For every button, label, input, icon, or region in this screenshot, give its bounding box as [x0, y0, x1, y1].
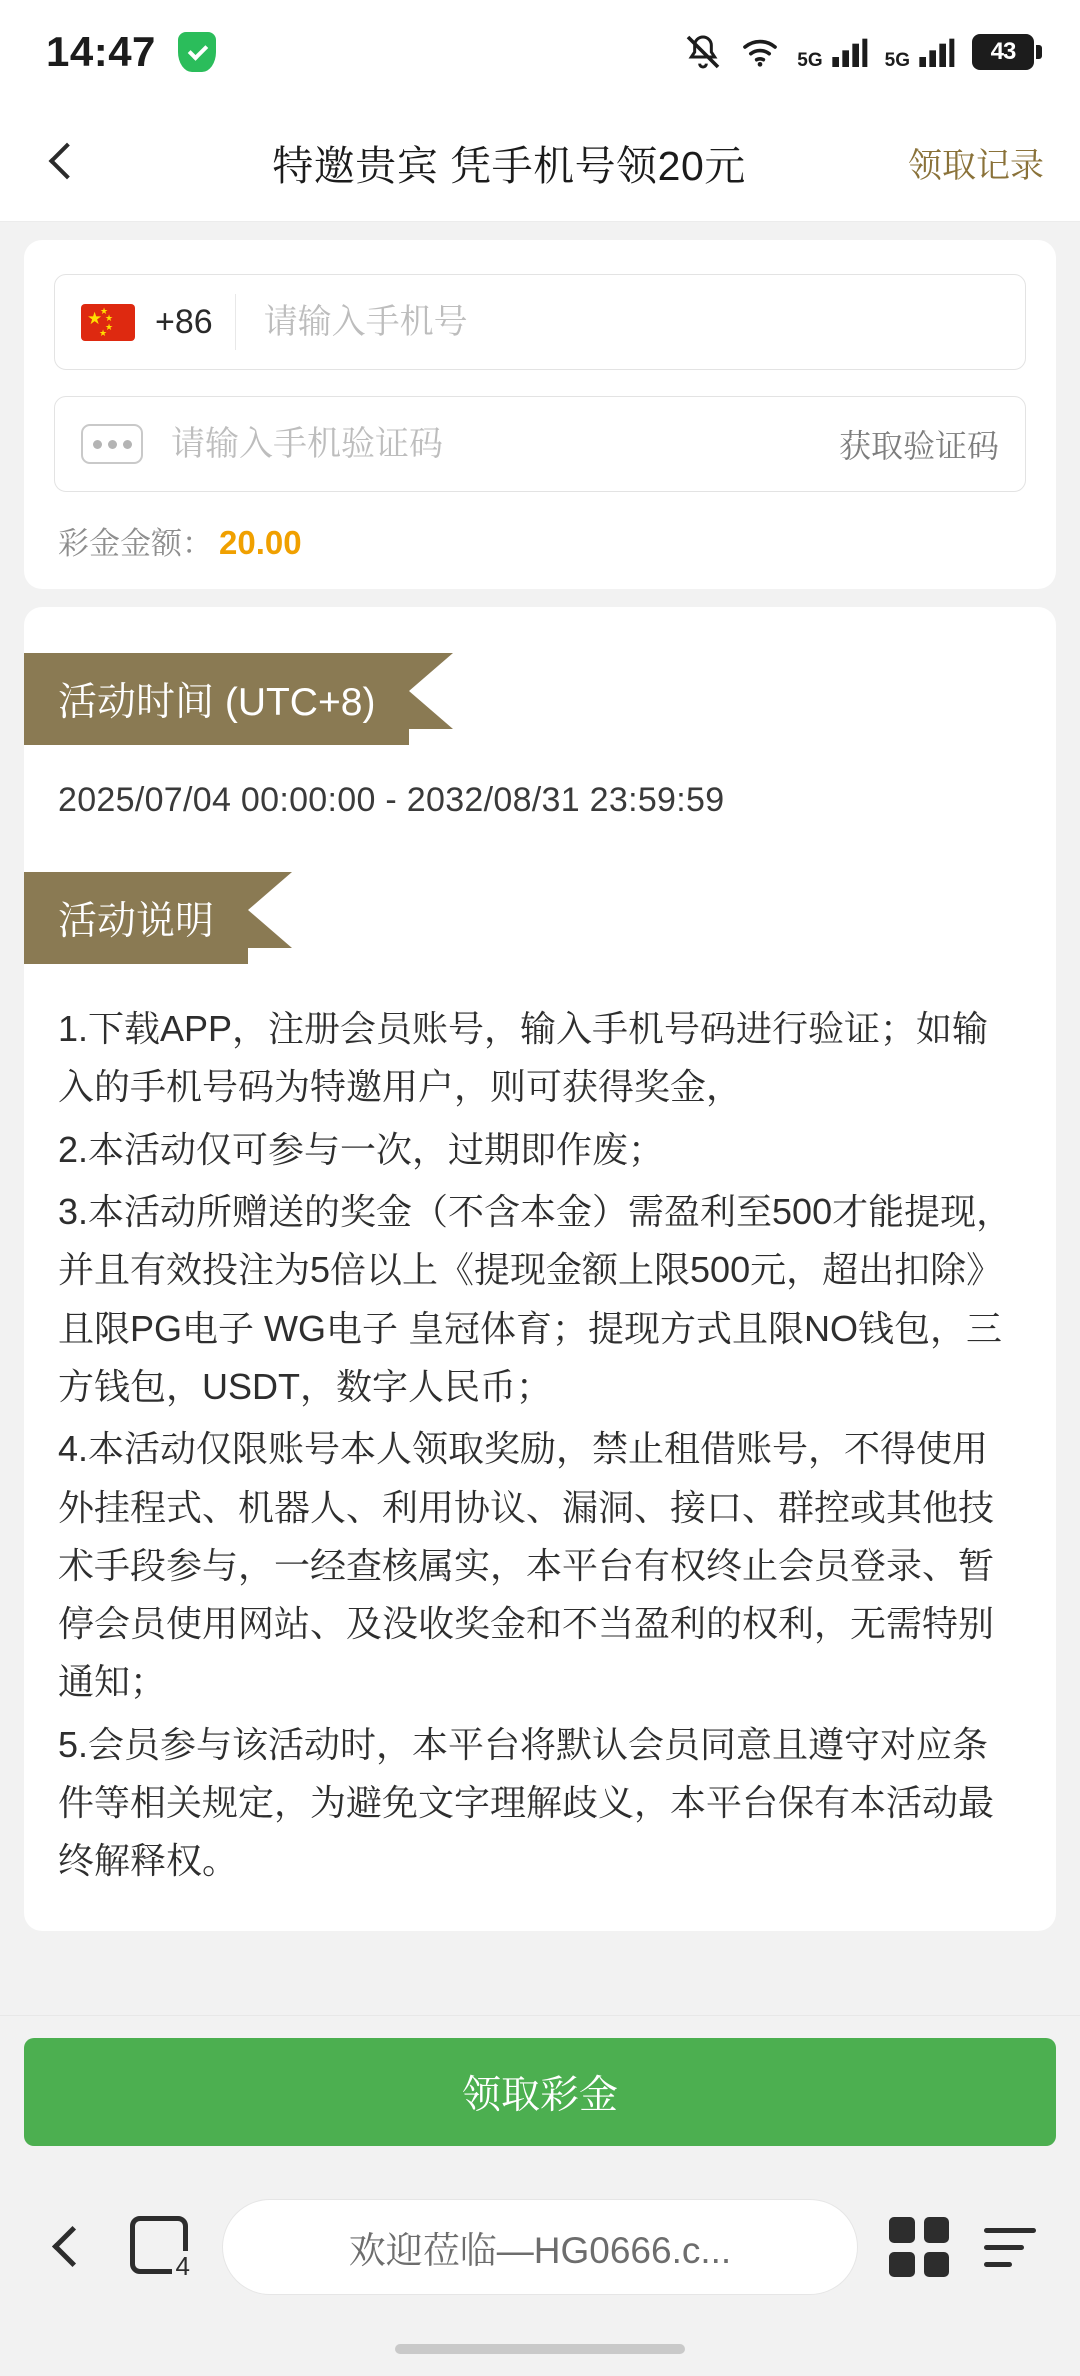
chevron-left-icon[interactable]	[34, 2212, 104, 2282]
bonus-amount-label: 彩金金额：	[58, 526, 213, 561]
dots-icon	[81, 424, 143, 464]
battery-indicator	[972, 34, 1034, 70]
activity-desc-heading: 活动说明	[24, 872, 248, 964]
network-type-label-1: 5G	[797, 50, 823, 71]
activity-time-range: 2025/07/04 00:00:00 - 2032/08/31 23:59:59	[58, 781, 725, 819]
status-icons	[683, 32, 1034, 72]
signal-bars-icon-2	[916, 32, 956, 72]
china-flag-icon: ★ ★ ★ ★ ★	[81, 304, 135, 341]
address-bar[interactable]: 欢迎莅临—HG0666.c...	[222, 2199, 858, 2295]
apps-grid-icon[interactable]	[882, 2210, 956, 2284]
network-type-label-2: 5G	[884, 50, 910, 71]
browser-nav-bar	[0, 2172, 1080, 2322]
desc-line: 3.本活动所赠送的奖金（不含本金）需盈利至500才能提现，并且有效投注为5倍以上《提现金额上限500元，超出扣除》且限PG电子 WG电子 皇冠体育；提现方式且限NO钱包，三方钱包，USDT，数字人民币；	[58, 1190, 1013, 1407]
desc-line: 2.本活动仅可参与一次，过期即作废；	[58, 1128, 665, 1170]
country-selector[interactable]	[55, 294, 236, 350]
get-code-button[interactable]: 获取验证码	[838, 428, 999, 464]
home-indicator	[395, 2344, 685, 2354]
battery-level-label: 43	[990, 38, 1016, 65]
bonus-amount-value: 20.00	[219, 524, 302, 561]
cta-container	[0, 2015, 1080, 2172]
chevron-left-icon[interactable]	[36, 135, 92, 191]
desc-line: 4.本活动仅限账号本人领取奖励，禁止租借账号，不得使用外挂程式、机器人、利用协议、漏洞、接口、群控或其他技术手段参与，一经查核属实，本平台有权终止会员登录、暂停会员使用网站、及没收奖金和不当盈利的权利，无需特别通知；	[58, 1428, 995, 1703]
page-title: 特邀贵宾 凭手机号领20元	[272, 143, 746, 189]
bell-muted-icon	[683, 32, 723, 72]
claim-records-link[interactable]: 领取记录	[908, 147, 1044, 185]
shield-check-icon	[178, 32, 216, 72]
status-bar	[0, 0, 1080, 104]
phone-input[interactable]	[236, 303, 1025, 342]
app-header	[0, 104, 1080, 222]
verify-code-field-row[interactable]	[54, 396, 1026, 492]
tabs-count-label: 4	[172, 2251, 194, 2282]
country-code-label: +86	[155, 302, 213, 341]
home-indicator-area	[0, 2322, 1080, 2376]
claim-form-card	[24, 240, 1056, 589]
activity-info-card	[24, 607, 1056, 1931]
status-clock: 14:47	[46, 28, 156, 75]
bonus-amount-row	[54, 518, 1026, 563]
verify-code-input[interactable]	[143, 425, 813, 464]
activity-description	[24, 964, 1056, 1891]
desc-line: 5.会员参与该活动时，本平台将默认会员同意且遵守对应条件等相关规定，为避免文字理解歧义，本平台保有本活动最终解释权。	[58, 1723, 995, 1882]
activity-time-heading: 活动时间 (UTC+8)	[24, 653, 409, 745]
tabs-icon[interactable]	[124, 2210, 198, 2284]
wifi-icon	[739, 32, 781, 72]
desc-line: 1.下载APP，注册会员账号，输入手机号码进行验证；如输入的手机号码为特邀用户，则可获得奖金，	[58, 1008, 989, 1108]
menu-lines-icon[interactable]	[972, 2210, 1046, 2284]
claim-bonus-button[interactable]: 领取彩金	[24, 2038, 1056, 2146]
phone-field-row[interactable]	[54, 274, 1026, 370]
page-body	[0, 222, 1080, 2015]
signal-bars-icon-1	[829, 32, 869, 72]
